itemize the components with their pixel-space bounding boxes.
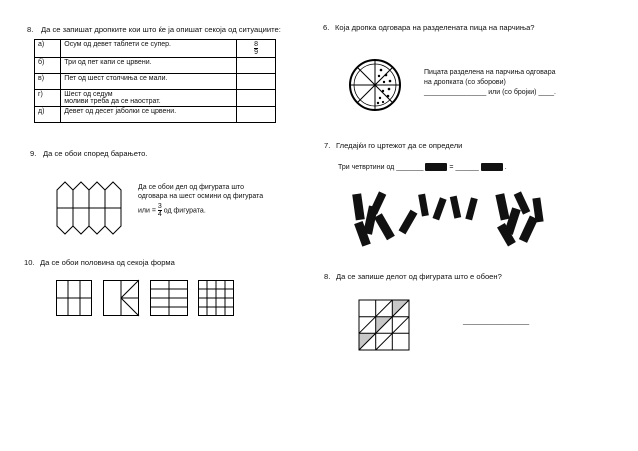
q7-sentence	[338, 163, 507, 171]
row-text: Три од пет капи се црвени.	[61, 58, 237, 74]
fraction-numerator: 8	[254, 41, 258, 48]
fraction-denominator: 4	[157, 211, 162, 218]
answer-cell[interactable]	[237, 107, 276, 123]
q6-line3	[424, 89, 556, 96]
table-row	[35, 90, 276, 107]
table-row	[35, 74, 276, 90]
grid-square-4[interactable]	[198, 280, 234, 316]
q6-line2: на дропката (со зборови)	[424, 79, 506, 86]
fraction-denominator: 9	[254, 49, 258, 56]
truck-icon	[425, 163, 447, 171]
q9-line3-post: од фигурата.	[163, 207, 206, 215]
truck-icon	[481, 163, 503, 171]
q8b-title: Да се запише делот од фигурата што е обоен?	[336, 272, 502, 281]
three-quarters-fraction	[158, 203, 162, 218]
q6-line3-mid: или (со бројки)	[488, 89, 537, 96]
fraction-numerator: 3	[157, 203, 162, 210]
q10-number: 10.	[24, 258, 35, 267]
q9-line1: Да се обои дел од фигурата што	[138, 184, 244, 191]
table-row	[35, 58, 276, 74]
q7-number: 7.	[324, 141, 331, 150]
row-letter: б)	[35, 58, 61, 74]
answer-cell[interactable]	[237, 58, 276, 74]
q6-title: Која дропка одговара на разделената пица на парчиња?	[335, 23, 535, 32]
answer-blank-1[interactable]: _______	[396, 163, 424, 171]
pizza-icon	[348, 58, 402, 112]
table-row	[35, 107, 276, 123]
answer-cell[interactable]	[237, 40, 276, 58]
q10-title: Да се обои половина од секоја форма	[40, 258, 175, 267]
answer-fraction	[254, 41, 258, 56]
grid-square-1[interactable]	[56, 280, 92, 316]
row-text: Девет од десет јаболки се црвени.	[61, 107, 237, 123]
row-text	[61, 90, 237, 107]
answer-cell[interactable]	[237, 90, 276, 107]
trucks-figure	[352, 188, 552, 252]
numbers-answer-blank[interactable]: ____.	[538, 89, 556, 96]
q6-line1: Пицата разделена на парчиња одговара	[424, 69, 556, 76]
row-letter: г)	[35, 90, 61, 107]
answer-cell[interactable]	[237, 74, 276, 90]
table-row	[35, 40, 276, 58]
row-letter: д)	[35, 107, 61, 123]
q8-title: Да се запишат дропките кои што ќе ја опишат секоја од ситуациите:	[41, 25, 281, 34]
q7-end: .	[504, 163, 507, 171]
row-text-line2: моливи треба да се наострат.	[64, 98, 161, 105]
q8b-answer-blank[interactable]: _________________	[463, 318, 530, 325]
q8b-number: 8.	[324, 272, 331, 281]
q9-line3	[138, 203, 206, 218]
row-text: Осум од девет таблети се супер.	[61, 40, 237, 58]
shaded-square-figure	[358, 299, 410, 351]
triangle-square-2[interactable]	[103, 280, 139, 316]
q9-line2: одговара на шест осмини од фигурата	[138, 193, 264, 200]
row-text-line1: Шест од седум	[64, 91, 113, 98]
fractions-table	[34, 39, 276, 123]
q7-line-pre: Три четвртини од	[338, 163, 395, 171]
words-answer-blank[interactable]: ________________	[424, 89, 487, 96]
row-letter: а)	[35, 40, 61, 58]
hexagon-strip-figure[interactable]	[55, 180, 135, 238]
answer-blank-2[interactable]: ______	[455, 163, 479, 171]
q7-equals: =	[449, 163, 454, 171]
q9-title: Да се обои според барањето.	[43, 149, 148, 158]
q9-number: 9.	[30, 149, 37, 158]
q6-number: 6.	[323, 23, 330, 32]
q8-number: 8.	[27, 25, 34, 34]
row-text: Пет од шест столчиња се мали.	[61, 74, 237, 90]
q9-line3-pre: или =	[138, 207, 156, 215]
striped-square-3[interactable]	[150, 280, 188, 316]
row-letter: в)	[35, 74, 61, 90]
q7-title: Гледајќи го цртежот да се определи	[336, 141, 463, 150]
